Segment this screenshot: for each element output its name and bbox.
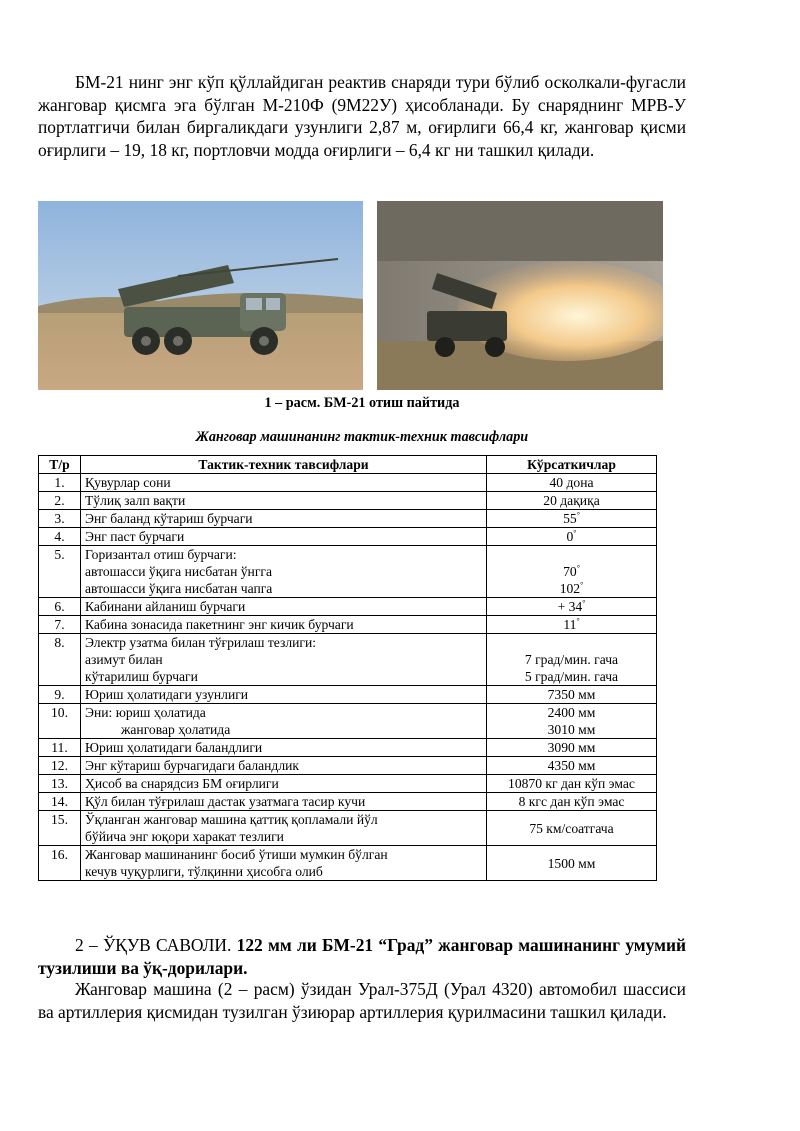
value-line <box>491 580 652 597</box>
row-value <box>487 704 657 739</box>
row-characteristic <box>81 598 487 616</box>
row-value <box>487 686 657 704</box>
row-characteristic <box>81 510 487 528</box>
degree-mark: ° <box>582 598 586 608</box>
value-line <box>491 598 652 615</box>
value-text: + 34 <box>557 599 583 614</box>
row-characteristic <box>81 793 487 811</box>
table-row <box>39 528 657 546</box>
row-number: 12. <box>39 757 81 775</box>
row-number: 14. <box>39 793 81 811</box>
value-text: 1500 мм <box>547 855 596 871</box>
degree-mark: ° <box>580 580 584 590</box>
value-line <box>491 651 652 668</box>
photo-bm21-firing <box>377 201 663 390</box>
value-text: 0 <box>566 529 574 544</box>
table-row <box>39 775 657 793</box>
row-characteristic <box>81 704 487 739</box>
characteristic-line: Кабинани айланиш бурчаги <box>85 599 246 614</box>
row-number: 6. <box>39 598 81 616</box>
characteristic-line: Электр узатма билан тўғрилаш тезлиги: <box>85 635 317 650</box>
value-line <box>491 563 652 580</box>
table-row <box>39 510 657 528</box>
characteristic-line: бўйича энг юқори харакат тезлиги <box>85 829 284 844</box>
value-text: 5 град/мин. гача <box>524 669 619 684</box>
row-characteristic <box>81 811 487 846</box>
row-value <box>487 510 657 528</box>
row-characteristic <box>81 546 487 598</box>
row-characteristic <box>81 846 487 881</box>
table-row <box>39 739 657 757</box>
value-text: 2400 мм <box>547 705 596 720</box>
value-line <box>491 721 652 738</box>
table-row <box>39 474 657 492</box>
row-number: 15. <box>39 811 81 846</box>
value-text: 102 <box>559 581 581 596</box>
table-row <box>39 546 657 598</box>
characteristic-line: Жанговар машинанинг босиб ўтиши мумкин бўлган <box>85 847 388 862</box>
table-row <box>39 634 657 686</box>
characteristic-line: Горизантал отиш бурчаги: <box>85 547 237 562</box>
degree-mark: ° <box>573 528 577 538</box>
row-value <box>487 598 657 616</box>
row-value <box>487 634 657 686</box>
value-line <box>491 528 652 545</box>
table-row <box>39 492 657 510</box>
table-row <box>39 704 657 739</box>
value-spacer <box>491 546 652 563</box>
characteristic-line: автошасси ўқига нисбатан ўнгга <box>85 564 273 579</box>
characteristic-line: Ўқланган жанговар машина қаттиқ қопламали йўл <box>85 812 378 827</box>
value-line <box>491 793 652 810</box>
value-text: 4350 мм <box>547 758 596 773</box>
row-characteristic <box>81 616 487 634</box>
value-text: 55 <box>563 511 577 526</box>
value-text: 3010 мм <box>547 722 596 737</box>
characteristic-line: Қўл билан тўғрилаш дастак узатмага тасир кучи <box>85 794 366 809</box>
row-number: 10. <box>39 704 81 739</box>
table-row <box>39 686 657 704</box>
value-text: 75 км/соатгача <box>529 820 614 836</box>
value-text: 7 град/мин. гача <box>524 652 619 667</box>
value-text: 11 <box>563 617 577 632</box>
row-number: 11. <box>39 739 81 757</box>
row-value <box>487 739 657 757</box>
question-prefix: 2 – ЎҚУВ САВОЛИ. <box>75 935 232 955</box>
header-number: Т/р <box>39 456 81 474</box>
characteristic-line: Энг баланд кўтариш бурчаги <box>85 511 253 526</box>
table-row <box>39 757 657 775</box>
degree-mark: ° <box>576 616 580 626</box>
table-header-row <box>39 456 657 474</box>
row-characteristic <box>81 528 487 546</box>
row-value <box>487 757 657 775</box>
value-spacer <box>491 634 652 651</box>
row-number: 16. <box>39 846 81 881</box>
characteristic-line: Ҳисоб ва снарядсиз БМ оғирлиги <box>85 776 279 791</box>
characteristic-line: азимут билан <box>85 652 163 667</box>
value-line <box>491 775 652 792</box>
row-characteristic <box>81 686 487 704</box>
row-number: 8. <box>39 634 81 686</box>
value-text: 70 <box>563 564 577 579</box>
characteristic-line: Кабина зонасида пакетнинг энг кичик бурчаги <box>85 617 354 632</box>
value-line <box>491 855 652 872</box>
row-number: 9. <box>39 686 81 704</box>
photo-bm21-parked <box>38 201 363 390</box>
row-value <box>487 846 657 881</box>
row-number: 4. <box>39 528 81 546</box>
characteristic-line: Юриш ҳолатидаги узунлиги <box>85 687 249 702</box>
value-text: 3090 мм <box>547 740 596 755</box>
value-text: 7350 мм <box>547 687 596 702</box>
table-title: Жанговар машинанинг тактик-техник тавсифлари <box>195 429 529 445</box>
intro-paragraph: БМ-21 нинг энг кўп қўллайдиган реактив снаряди тури бўлиб осколкали-фугасли жанговар қисмга эга бўлган М-210Ф (9М22У) ҳисобланади. Бу снаряднинг МРВ-У портлатгичи билан биргаликдаги узунлиги 2,87 м, оғирлиги 66,4 кг, жанговар қисми оғирлиги – 19, 18 кг, портловчи модда оғирлиги – 6,4 кг ни ташкил қилади. <box>38 72 686 160</box>
header-values: Кўрсаткичлар <box>487 456 657 474</box>
value-text: 40 дона <box>549 475 594 490</box>
row-number: 3. <box>39 510 81 528</box>
row-value <box>487 474 657 492</box>
value-line <box>491 686 652 703</box>
characteristic-line: Эни: юриш ҳолатида <box>85 705 206 720</box>
closing-paragraph: Жанговар машина (2 – расм) ўзидан Урал-375Д (Урал 4320) автомобил шассиси ва артиллерия қисмидан тузилган ўзиюрар артиллерия қурилмасини ташкил қилади. <box>38 979 686 1022</box>
value-line <box>491 616 652 633</box>
row-value <box>487 811 657 846</box>
table-row <box>39 616 657 634</box>
specifications-table <box>38 455 657 881</box>
row-characteristic <box>81 634 487 686</box>
value-line <box>491 704 652 721</box>
value-line <box>491 510 652 527</box>
value-line <box>491 668 652 685</box>
value-line <box>491 474 652 491</box>
degree-mark: ° <box>576 510 580 520</box>
characteristic-line: Юриш ҳолатидаги баландлиги <box>85 740 263 755</box>
row-characteristic <box>81 492 487 510</box>
row-value <box>487 793 657 811</box>
characteristic-line: Энг паст бурчаги <box>85 529 185 544</box>
row-characteristic <box>81 775 487 793</box>
degree-mark: ° <box>576 563 580 573</box>
table-row <box>39 811 657 846</box>
question-heading <box>38 934 686 979</box>
characteristic-line: Қувурлар сони <box>85 475 171 490</box>
value-text: 8 кгс дан кўп эмас <box>518 794 625 809</box>
row-value <box>487 546 657 598</box>
row-number: 1. <box>39 474 81 492</box>
value-text: 10870 кг дан кўп эмас <box>508 776 635 791</box>
value-line <box>491 492 652 509</box>
table-row <box>39 598 657 616</box>
characteristic-line: Энг кўтариш бурчагидаги баландлик <box>85 758 300 773</box>
value-text: 20 дақиқа <box>543 493 600 508</box>
row-number: 5. <box>39 546 81 598</box>
row-value <box>487 775 657 793</box>
characteristic-line: кўтарилиш бурчаги <box>85 669 198 684</box>
value-line <box>491 739 652 756</box>
characteristic-line: Тўлиқ залп вақти <box>85 493 186 508</box>
characteristic-line: кечув чуқурлиги, тўлқинни ҳисобга олиб <box>85 864 323 879</box>
value-line <box>491 820 652 837</box>
value-line <box>491 757 652 774</box>
table-row <box>39 793 657 811</box>
row-value <box>487 616 657 634</box>
row-number: 7. <box>39 616 81 634</box>
row-characteristic <box>81 474 487 492</box>
row-number: 2. <box>39 492 81 510</box>
figure-caption: 1 – расм. БМ-21 отиш пайтида <box>264 395 460 411</box>
characteristic-line: жанговар ҳолатида <box>121 722 231 737</box>
row-number: 13. <box>39 775 81 793</box>
row-value <box>487 492 657 510</box>
characteristic-line: автошасси ўқига нисбатан чапга <box>85 581 273 596</box>
header-characteristics: Тактик-техник тавсифлари <box>81 456 487 474</box>
row-characteristic <box>81 757 487 775</box>
row-value <box>487 528 657 546</box>
row-characteristic <box>81 739 487 757</box>
table-row <box>39 846 657 881</box>
question-title: 122 мм ли БМ-21 “Град” жанговар машинанинг умумий тузилиши ва ўқ-дорилари. <box>38 935 687 978</box>
